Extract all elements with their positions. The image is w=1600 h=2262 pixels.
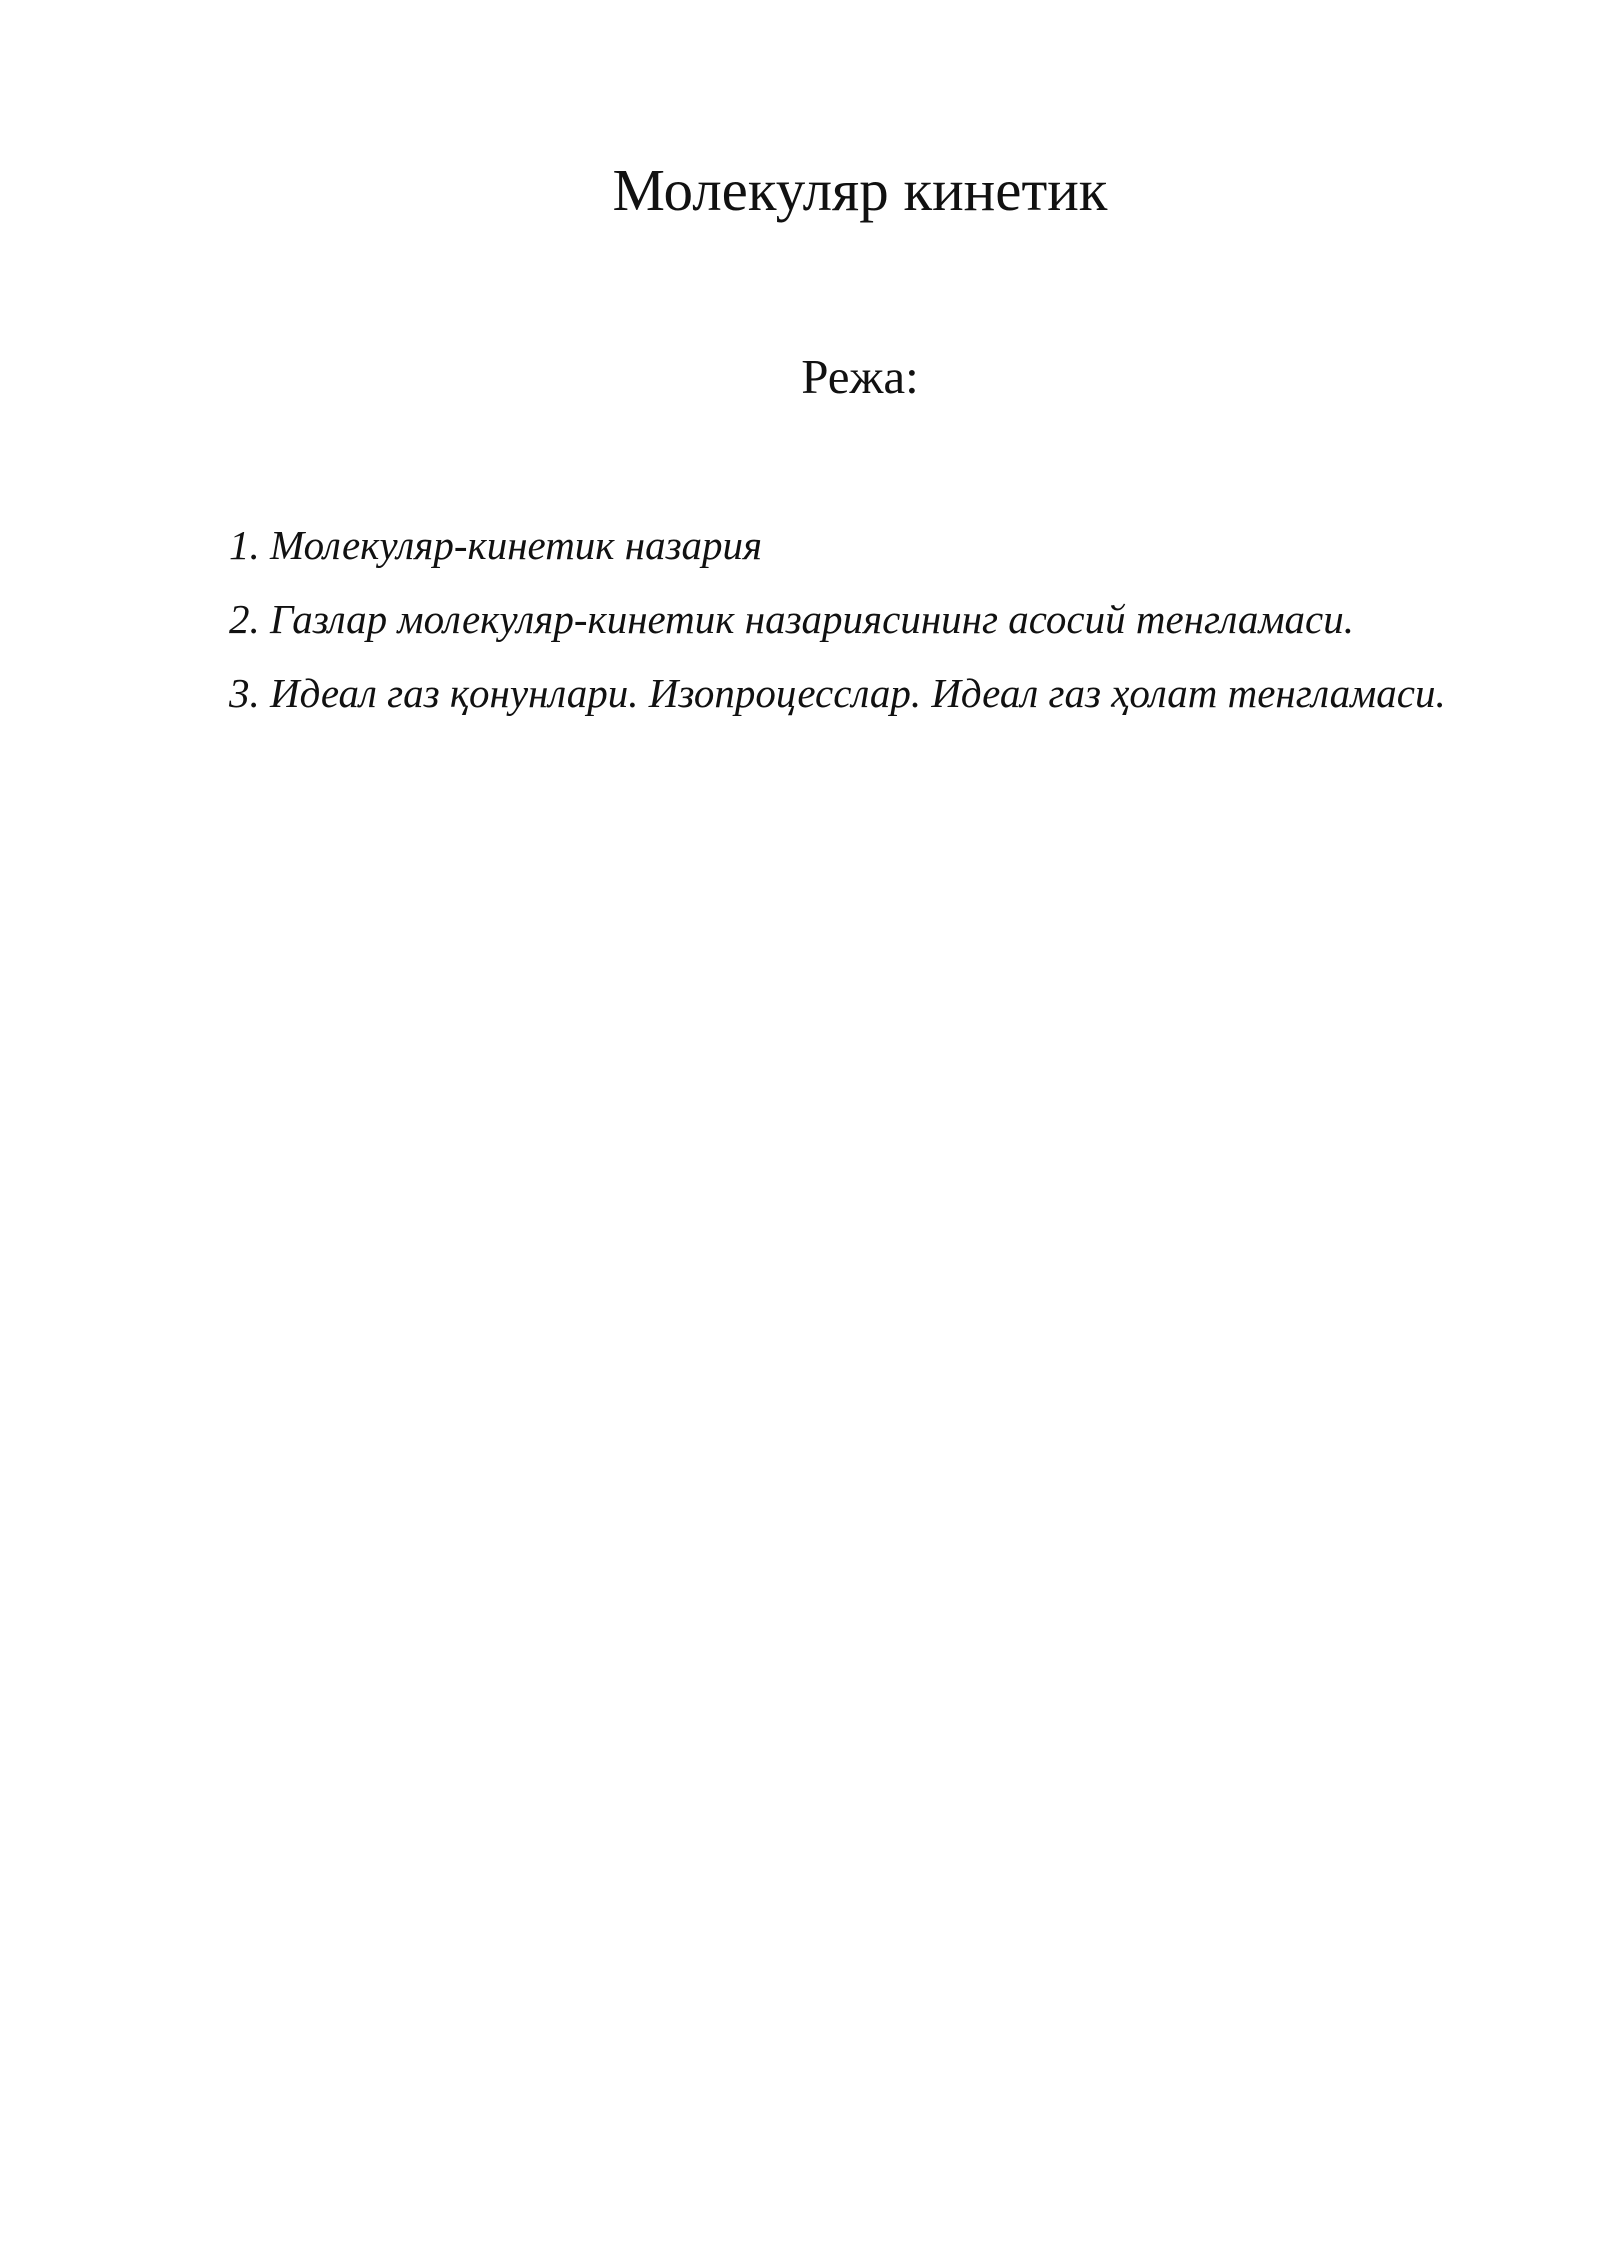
- plan-item-2: 2. Газлар молекуляр-кинетик назариясининг асосий тенгламаси.: [229, 596, 1354, 642]
- plan-item-3: 3. Идеал газ қонунлари. Изопроцесслар. Идеал газ ҳолат тенгламаси.: [229, 670, 1446, 716]
- page-title: Молекуляр кинетик: [612, 157, 1108, 223]
- plan-heading: Режа:: [801, 349, 919, 404]
- plan-item-1: 1. Молекуляр-кинетик назария: [229, 522, 763, 568]
- plan-list: [229, 508, 1469, 730]
